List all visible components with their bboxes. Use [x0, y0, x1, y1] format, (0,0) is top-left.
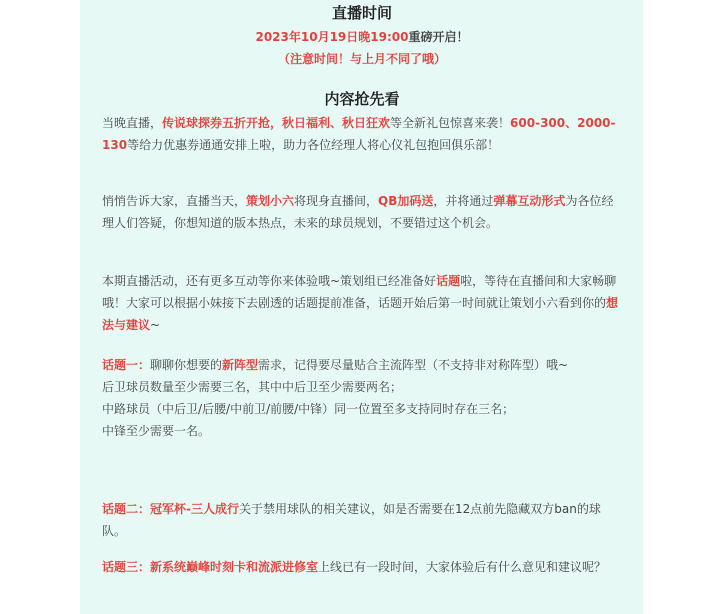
- p2-highlight-qb: QB加码送: [378, 194, 434, 208]
- live-date-line: [102, 28, 622, 45]
- live-date: 2023年10月19日晚19:00: [255, 30, 409, 44]
- topic1-rule-striker: 中锋至少需要一名。: [102, 424, 211, 438]
- p3-text-c: 啦，等待在直播间和大家畅聊哦！大家可以根据小妹接下去剧透的话题提前准备，话题开始后第一时间就让策划小六看到你的: [102, 274, 617, 310]
- topic1-rule-defenders: 后卫球员数量至少需要三名，其中中后卫至少需要两名；: [102, 380, 403, 394]
- p2-text-g: 为各位经理人们答疑，你想知道的版本热点，未来的球员规划，不要错过这个机会。: [102, 194, 614, 230]
- p2-text-c: 将现身直播间，: [294, 194, 379, 208]
- p1-highlight-coupons: 600-300、2000-130: [102, 116, 616, 152]
- section-heading: 内容抢先看: [324, 90, 400, 108]
- topic1-rule-central: 中路球员（中后卫/后腰/中前卫/前腰/中锋）同一位置至多支持同时存在三名；: [102, 402, 515, 416]
- live-time-heading: 直播时间: [331, 4, 392, 22]
- topic-three: [102, 556, 622, 578]
- p1-highlight-events: 传说球探券五折开抢，秋日福利、秋日狂欢: [162, 116, 391, 130]
- article-panel: [80, 0, 643, 614]
- paragraph-intro: [102, 112, 622, 156]
- topic1-highlight-formation: 新阵型: [222, 358, 259, 372]
- topic3-label: 话题三：: [102, 560, 151, 574]
- p3-text-e: ~: [150, 318, 161, 332]
- p2-text-a: 悄悄告诉大家，直播当天，: [102, 194, 247, 208]
- topic1-label: 话题一：: [102, 358, 151, 372]
- paragraph-host: [102, 190, 622, 234]
- topic3-highlight-system: 新系统巅峰时刻卡和流派进修室: [150, 560, 319, 574]
- topic1-text-a: 聊聊你想要的: [150, 358, 223, 372]
- topic-one: [102, 354, 622, 442]
- topic2-label: 话题二：: [102, 502, 151, 516]
- topic2-highlight-cup: 冠军杯-三人成行: [150, 502, 239, 516]
- topic2-text-b: 关于禁用球队的相关建议，如是否需要在12点前先隐藏双方ban的球队。: [102, 502, 601, 538]
- p2-highlight-host: 策划小六: [246, 194, 295, 208]
- topic3-text-b: 上线已有一段时间，大家体验后有什么意见和建议呢？: [318, 560, 607, 574]
- topic-two: [102, 498, 622, 542]
- p2-text-e: ，并将通过: [433, 194, 494, 208]
- topic1-text-c: 需求，记得要尽量贴合主流阵型（不支持非对称阵型）哦~: [258, 358, 569, 372]
- p1-text-c: 等全新礼包惊喜来袭！: [390, 116, 511, 130]
- live-date-suffix: 重磅开启！: [408, 30, 469, 44]
- p1-text-a: 当晚直播，: [102, 116, 163, 130]
- p2-highlight-danmaku: 弹幕互动形式: [493, 194, 566, 208]
- time-change-note: （注意时间！与上月不同了哦）: [277, 52, 446, 66]
- p3-highlight-topic: 话题: [436, 274, 461, 288]
- paragraph-interaction: [102, 270, 622, 336]
- p3-text-a: 本期直播活动，还有更多互动等你来体验哦~策划组已经准备好: [102, 274, 437, 288]
- p1-text-e: 等给力优惠券通通安排上啦，助力各位经理人将心仪礼包抱回俱乐部！: [127, 138, 500, 152]
- p3-highlight-ideas: 想法与建议: [102, 296, 619, 332]
